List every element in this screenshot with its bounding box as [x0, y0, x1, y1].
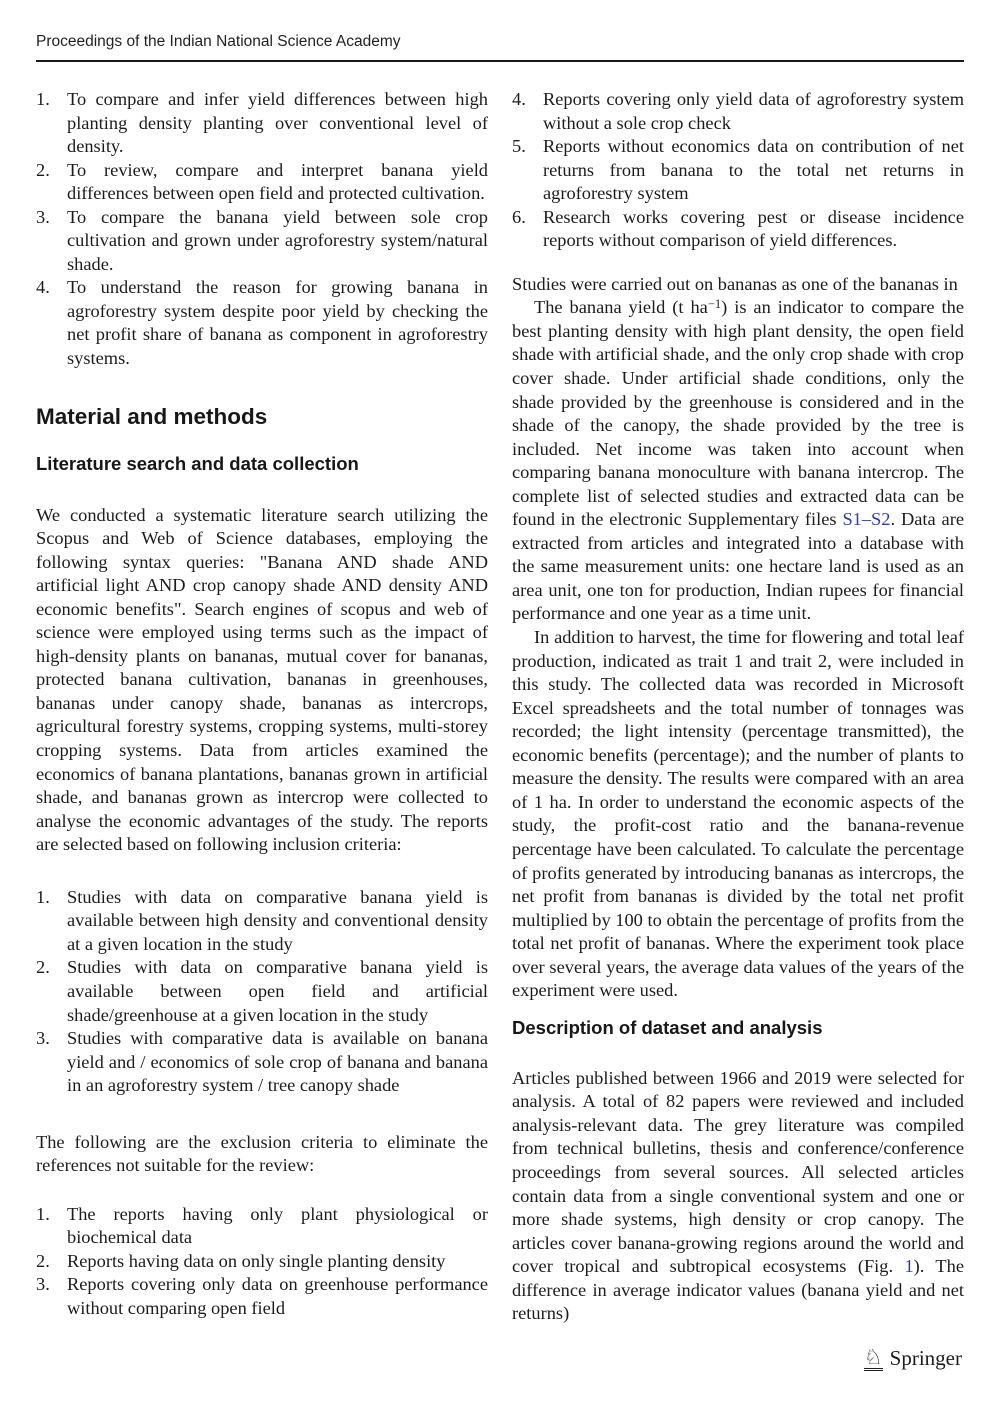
list-item-text: To understand the reason for growing banana in agroforestry system despite poor yield by checking the net profit share of banana as component in agroforestry systems.	[67, 277, 488, 369]
subsection-heading-literature-search: Literature search and data collection	[36, 452, 359, 474]
list-item	[36, 1250, 488, 1274]
page-header	[36, 33, 964, 62]
list-item-text: Research works covering pest or disease incidence reports without comparison of yield differences.	[543, 206, 964, 251]
list-number: 4.	[36, 277, 50, 298]
paragraph-text-segment: ). The difference in average indicator values (banana yield and net returns)	[512, 1256, 964, 1324]
paragraph-studies-carried-out: Studies were carried out on bananas as one of the bananas in	[512, 273, 958, 294]
left-column	[36, 88, 488, 1326]
springer-knight-icon: ♘	[863, 1344, 883, 1369]
subsection-heading-description-dataset: Description of dataset and analysis	[512, 1016, 823, 1038]
list-item	[36, 1027, 488, 1098]
objectives-list	[36, 88, 488, 371]
paragraph-banana-yield	[512, 296, 964, 626]
section-heading-material-and-methods: Material and methods	[36, 403, 268, 429]
supplementary-files-link[interactable]: S1–S2	[842, 509, 891, 530]
list-item	[36, 1273, 488, 1320]
list-number: 2.	[36, 957, 50, 978]
list-number: 3.	[36, 1028, 50, 1049]
paragraph-articles-published	[512, 1067, 964, 1326]
figure-1-link[interactable]: 1	[904, 1256, 914, 1277]
list-item-text: Reports covering only data on greenhouse performance without comparing open field	[67, 1274, 488, 1318]
list-number: 2.	[36, 159, 50, 180]
paragraph-text-segment: ) is an indicator to compare the best planting density with high plant density, the open field shade with artificial shade, and the only crop shade with crop cover shade. Under artificial shade conditions, only the shade provided by the greenhouse is considered and in the shade of the canopy, the shade provided by the tree is included. Net income was taken into account when comparing banana monoculture with banana intercrop. The complete list of selected studies and extracted data can be found in the electronic Supplementary files	[512, 297, 965, 530]
list-number: 1.	[36, 1203, 50, 1224]
list-item	[36, 159, 488, 206]
journal-title: Proceedings of the Indian National Science Academy	[36, 33, 401, 50]
list-number: 4.	[512, 89, 526, 109]
list-item-text: Studies with data on comparative banana yield is available between open field and artificial shade/greenhouse at a given location in the study	[67, 957, 488, 1025]
list-item	[512, 206, 964, 253]
publisher-name: Springer	[889, 1346, 962, 1370]
list-item	[512, 88, 964, 135]
list-number: 1.	[36, 886, 50, 907]
list-number: 3.	[36, 1274, 50, 1295]
superscript-exponent: −1	[707, 296, 722, 311]
two-column-layout	[36, 88, 964, 1326]
paragraph-exclusion-intro: The following are the exclusion criteria to eliminate the references not suitable for the review:	[36, 1131, 488, 1176]
paragraph-literature-search: We conducted a systematic literature search utilizing the Scopus and Web of Science databases, employing the following syntax queries: "Banana AND shade AND artificial light AND crop canopy shade AND density AND economic benefits". Search engines of scopus and web of science were employed using terms such as the impact of high-density plants on bananas, mutual cover for bananas, protected banana cultivation, bananas in greenhouses, bananas under canopy shade, bananas as intercrops, agricultural forestry systems, cropping systems, multi-storey cropping systems. Data from articles examined the economics of banana plantations, bananas grown in artificial shade, and bananas grown as intercrop were collected to analyse the economic advantages of the study. The reports are selected based on following inclusion criteria:	[36, 504, 488, 855]
list-item	[36, 956, 488, 1027]
list-item-text: Studies with data on comparative banana yield is available between high density and conventional density at a given location in the study	[67, 886, 488, 954]
inclusion-criteria-list	[36, 886, 488, 1098]
list-item	[36, 88, 488, 159]
list-number: 3.	[36, 206, 50, 227]
list-item-text: To compare and infer yield differences between high planting density planting over conventional level of density.	[67, 89, 488, 157]
paragraph-text-segment: Articles published between 1966 and 2019 were selected for analysis. A total of 82 papers were reviewed and included analysis-relevant data. The grey literature was compiled from technical bulletins, thesis and conference/conference proceedings from several sources. All selected articles contain data from a single conventional system and one or more shade systems, high density or crop canopy. The articles cover banana-growing regions around the world and cover tropical and subtropical ecosystems (Fig.	[512, 1067, 964, 1277]
list-number: 5.	[512, 136, 526, 157]
list-item	[36, 206, 488, 277]
list-item-text: Reports without economics data on contribution of net returns from banana to the total net returns in agroforestry system	[543, 136, 964, 204]
list-item-text: Reports covering only yield data of agroforestry system without a sole crop check	[543, 89, 964, 133]
paragraph-text-segment: The banana yield (t ha	[534, 297, 708, 318]
exclusion-criteria-list-continued	[512, 88, 964, 253]
right-column	[512, 88, 964, 1326]
list-item-text: The reports having only plant physiological or biochemical data	[67, 1203, 488, 1248]
paragraph-data-recording: In addition to harvest, the time for flowering and total leaf production, indicated as trait 1 and trait 2, were included in this study. The collected data was recorded in Microsoft Excel spreadsheets and the total number of tonnages was recorded; the light intensity (percentage transmitted), the economic benefits (percentage); and the number of plants to measure the density. The results were compared with an area of 1 ha. In order to understand the economic aspects of the study, the profit-cost ratio and the banana-revenue percentage have been calculated. To calculate the percentage of profits generated by introducing bananas as intercrops, the net profit from bananas is divided by the total net profit multiplied by 100 to obtain the percentage of profits from the total net profit of bananas. Where the experiment took place over several years, the average data values of the years of the experiment were used.	[512, 627, 964, 1001]
list-item	[36, 886, 488, 957]
list-item	[36, 1203, 488, 1250]
list-item-text: To compare the banana yield between sole crop cultivation and grown under agroforestry system/natural shade.	[67, 206, 488, 274]
list-number: 2.	[36, 1250, 50, 1271]
list-item-text: Reports having data on only single planting density	[67, 1250, 446, 1271]
paragraph-text-segment: . Data are extracted from articles and integrated into a database with the same measurement units: one hectare land is used as an area unit, one ton for production, Indian rupees for financial performance and one year as a time unit.	[512, 509, 964, 624]
list-item-text: Studies with comparative data is available on banana yield and / economics of sole crop of banana and banana in an agroforestry system / tree canopy shade	[67, 1028, 488, 1096]
list-number: 1.	[36, 89, 50, 109]
list-number: 6.	[512, 206, 526, 227]
list-item	[512, 135, 964, 206]
list-item-text: To review, compare and interpret banana yield differences between open field and protected cultivation.	[67, 159, 488, 204]
exclusion-criteria-list	[36, 1203, 488, 1321]
publisher-logo	[864, 1346, 962, 1371]
list-item	[36, 276, 488, 370]
